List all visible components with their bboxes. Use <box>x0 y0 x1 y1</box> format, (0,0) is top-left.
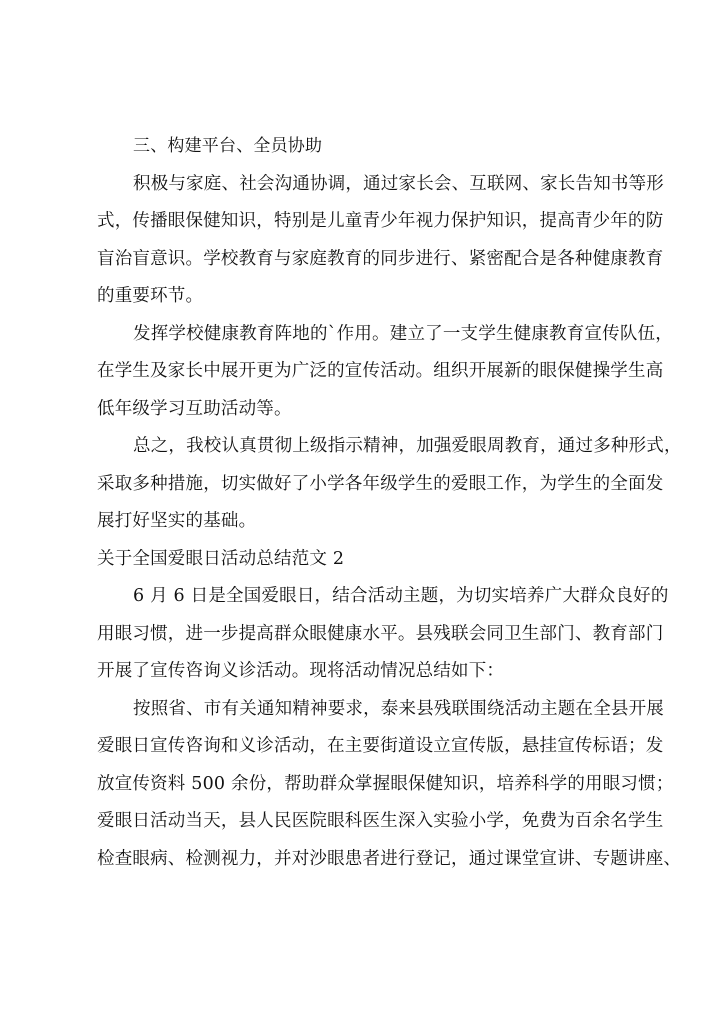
paragraph-line: 盲治盲意识。学校教育与家庭教育的同步进行、紧密配合是各种健康教育 <box>97 248 664 269</box>
paragraph-line: 低年级学习互助活动等。 <box>97 398 292 419</box>
paragraph-line: 放宣传资料 500 余份，帮助群众掌握眼保健知识，培养科学的用眼习惯； <box>97 773 674 794</box>
paragraph-line: 的重要环节。 <box>97 286 204 306</box>
document-body <box>97 128 682 878</box>
paragraph-line: 采取多种措施，切实做好了小学各年级学生的爱眼工作，为学生的全面发 <box>97 473 664 494</box>
paragraph-line: 展打好坚实的基础。 <box>97 511 257 531</box>
section-heading: 三、构建平台、全员协助 <box>133 136 323 156</box>
paragraph-line: 检查眼病、检测视力，并对沙眼患者进行登记，通过课堂宣讲、专题讲座、 <box>97 848 682 869</box>
article-title: 关于全国爱眼日活动总结范文 2 <box>97 548 345 569</box>
paragraph-line: 在学生及家长中展开更为广泛的宣传活动。组织开展新的眼保健操学生高 <box>97 361 664 381</box>
paragraph-line: 爱眼日宣传咨询和义诊活动，在主要街道设立宣传版，悬挂宣传标语；发 <box>97 736 664 756</box>
paragraph-line: 按照省、市有关通知精神要求，泰来县残联围绕活动主题在全县开展 <box>133 698 664 719</box>
paragraph-line: 发挥学校健康教育阵地的`作用。建立了一支学生健康教育宣传队伍， <box>133 323 673 344</box>
paragraph-line: 总之，我校认真贯彻上级指示精神，加强爱眼周教育，通过多种形式， <box>133 436 682 456</box>
paragraph-line: 积极与家庭、社会沟通协调，通过家长会、互联网、家长告知书等形 <box>133 173 664 194</box>
paragraph-line: 式，传播眼保健知识，特别是儿童青少年视力保护知识，提高青少年的防 <box>97 211 664 231</box>
paragraph-line: 用眼习惯，进一步提高群众眼健康水平。县残联会同卫生部门、教育部门 <box>97 623 664 644</box>
paragraph-line: 开展了宣传咨询义诊活动。现将活动情况总结如下： <box>97 661 505 681</box>
paragraph-line: 爱眼日活动当天，县人民医院眼科医生深入实验小学，免费为百余名学生 <box>97 811 664 831</box>
paragraph-line: 6 月 6 日是全国爱眼日，结合活动主题，为切实培养广大群众良好的 <box>133 586 669 606</box>
